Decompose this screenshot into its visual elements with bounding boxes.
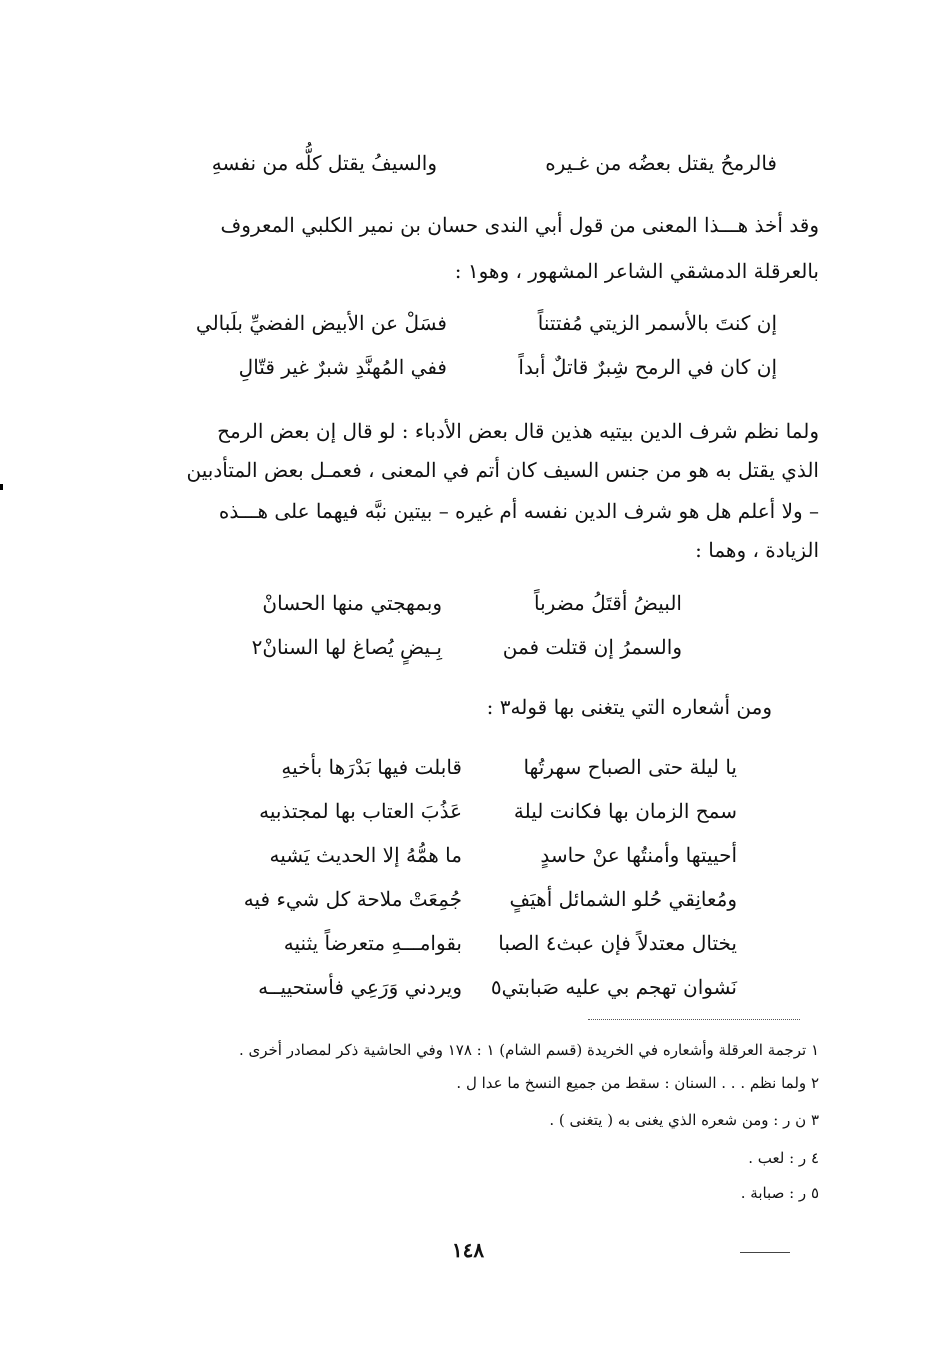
paragraph-1-line-2: بالعرقلة الدمشقي الشاعر المشهور ، وهو١ :: [454, 259, 819, 283]
verse-3-line-4-right: ومُعانِقي حُلو الشمائل أهيَفٍ: [509, 887, 737, 911]
footnote-2: ٢ ولما نظم . . . السنان : سقط من جميع النسخ ما عدا ل .: [456, 1074, 819, 1092]
paragraph-2-line-2: الذي يقتل به هو من جنس السيف كان أتم في المعنى ، فعمـل بعض المتأدبين: [186, 458, 819, 482]
verse-3-line-1-left: قابلت فيها بَدْرَها بأخيهِ: [281, 755, 462, 779]
paragraph-2-line-1: ولما نظم شرف الدين بيتيه هذين قال بعض الأدباء : لو قال إن بعض الرمح: [217, 419, 819, 443]
paragraph-2-line-4: الزيادة ، وهما :: [695, 538, 819, 562]
verse-3-line-2-left: عَذُبَ العتاب بها لمجتذبيه: [259, 799, 462, 823]
verse-3-line-4-left: جُمِعَتْ ملاحة كل شيء فيه: [243, 887, 462, 911]
verse-1-line-1-right: إن كنتَ بالأسمر الزيتي مُفتتناً: [537, 311, 777, 335]
opening-verse-hemistich-left: والسيفُ يقتل كلُّه من نفسهِ: [211, 151, 437, 175]
verse-3-line-3-left: ما همُّهُ إلا الحديث يَشيه: [269, 843, 462, 867]
page-number: ١٤٨: [451, 1238, 485, 1262]
verse-2-line-2-left: بِـيضٍ يُصاغ لها السنانْ٢: [251, 635, 442, 659]
verse-3-line-6-right: نَشوان تهجم بي عليه صَبابتي٥: [490, 975, 737, 999]
footnote-5: ٥ ر : صبابة .: [740, 1184, 819, 1202]
verse-3-line-2-right: سمح الزمان بها فكانت ليلة: [513, 799, 737, 823]
pen-stroke: [740, 1252, 790, 1253]
verse-3-line-5-left: بقوامـــهِ متعرضاً يثنيه: [283, 931, 462, 955]
verse-3-line-6-left: ويردني وَرَعِي فأستحييــه: [258, 975, 462, 999]
verse-3-line-3-right: أحييتها وأمنتُها عنْ حاسدٍ: [540, 843, 737, 867]
verse-3-line-1-right: يا ليلة حتى الصباح سهرتُها: [523, 755, 737, 779]
verse-1-line-2-right: إن كان في الرمح شِبرٌ قاتلٌ أبداً: [518, 355, 777, 379]
paragraph-2-line-3: – ولا أعلم هل هو شرف الدين نفسه أم غيره – بيتين نبَّه فيهما على هـــذه: [218, 499, 819, 523]
verse-2-line-1-right: البيضُ أقتَلُ مضرباً: [534, 591, 682, 615]
opening-verse-hemistich-right: فالرمحُ يقتل بعضُه من غـيره: [545, 151, 777, 175]
verse-1-line-1-left: فسَلْ عن الأبيض الفضيِّ بلَبالي: [195, 311, 447, 335]
footnote-separator: [588, 1019, 800, 1020]
verse-3-line-5-right: يختال معتدلاً فإن عبث٤ الصبا: [498, 931, 737, 955]
paragraph-3: ومن أشعاره التي يتغنى بها قوله٣ :: [486, 695, 772, 719]
verse-2-line-1-left: وبمهجتي منها الحسانْ: [262, 591, 442, 615]
margin-mark: [0, 484, 3, 490]
paragraph-1-line-1: وقد أخذ هـــذا المعنى من قول أبي الندى حسان بن نمير الكلبي المعروف: [220, 213, 819, 237]
footnote-4: ٤ ر : لعب .: [748, 1149, 819, 1167]
verse-2-line-2-right: والسمرُ إن قتلت فمن: [502, 635, 682, 659]
footnote-1: ١ ترجمة العرقلة وأشعاره في الخريدة (قسم الشام) ١ : ١٧٨ وفي الحاشية ذكر لمصادر أخرى .: [238, 1041, 819, 1059]
verse-1-line-2-left: ففي المُهنَّدِ شبرٌ غير قتّالِ: [238, 355, 447, 379]
footnote-3: ٣ ن ر : ومن شعره الذي يغنى به ( يتغنى ) .: [549, 1111, 819, 1129]
